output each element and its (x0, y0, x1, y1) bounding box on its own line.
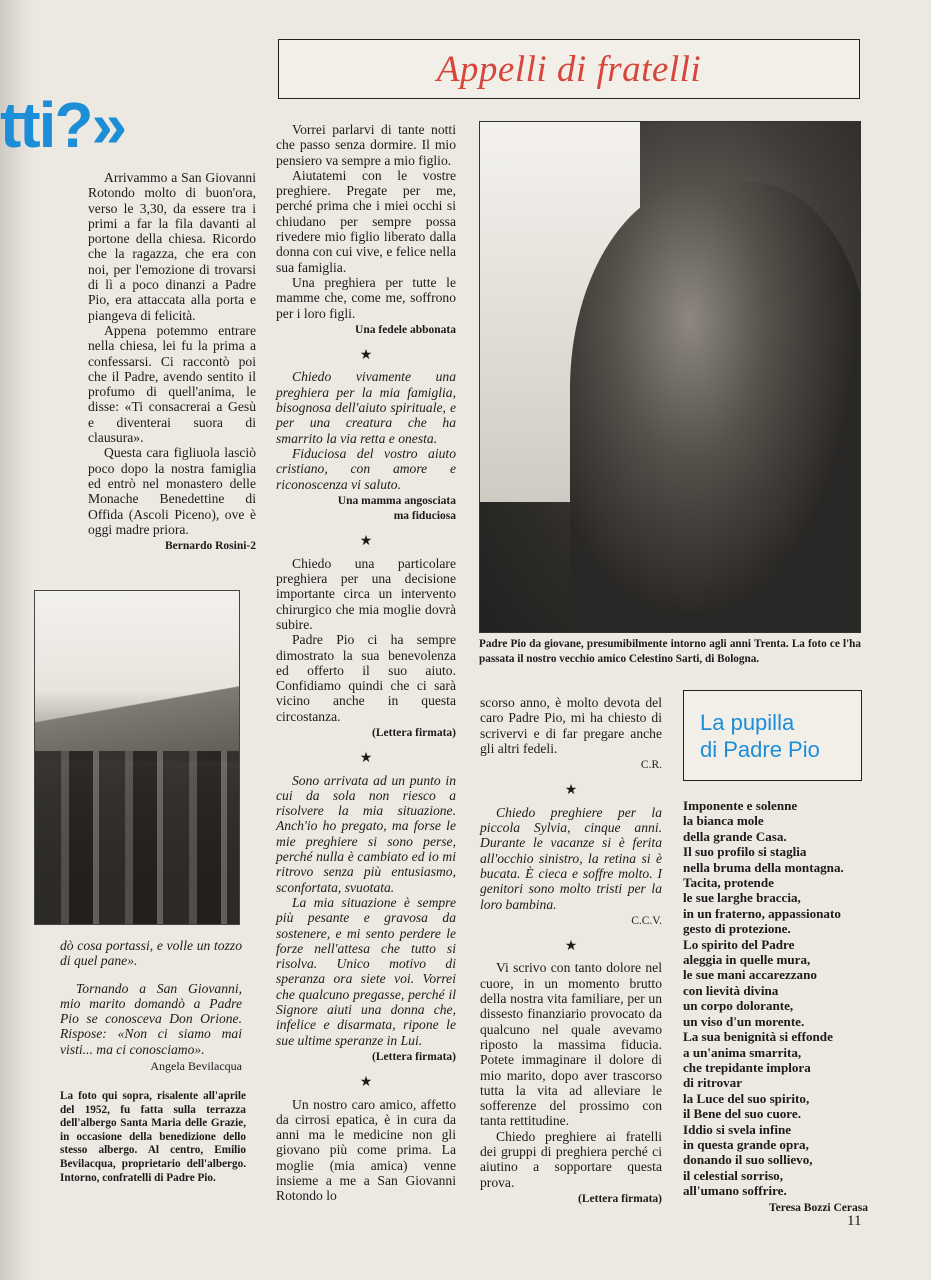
poem-line: il Bene del suo cuore. (683, 1106, 801, 1122)
paragraph: Sono arrivata ad un punto in cui da sola non riesco a risolvere la mia situazione. Anch'io ho pregato, ma forse le mie preghiere si sono perse, perché nulla è cambiato ed io mi ritrovo senza più entusiasmo, sconfortata, svuotata. (276, 772, 456, 895)
paragraph: Fiduciosa del vostro aiuto cristiano, con amore e riconoscenza vi saluto. (276, 445, 456, 492)
poem-line: Tacita, protende (683, 875, 774, 891)
poem-line: donando il suo sollievo, (683, 1152, 813, 1168)
paragraph: Vi scrivo con tanto dolore nel cuore, in un momento brutto della nostra vita familiare, per un dissesto finanziario provocato da qualcuno nel quale avevamo riposto la massima fiducia. Potete immaginare il dolore di mio marito, dopo aver trascorso tutta la vita ad alleviare le sofferenze del prossimo con tanta rettitudine. (480, 960, 662, 1129)
paragraph: Chiedo preghiere ai fratelli dei gruppi di preghiera perché ci aiutino a sopportare questa prova. (480, 1128, 662, 1190)
photo-figure (570, 182, 861, 633)
signature: C.C.V. (631, 914, 662, 927)
poem (683, 798, 868, 1216)
poem-line: La sua benignità si effonde (683, 1029, 833, 1045)
poem-line: a un'anima smarrita, (683, 1044, 802, 1060)
poem-line: Iddio si svela infine (683, 1121, 792, 1137)
poem-line: nella bruma della montagna. (683, 859, 844, 875)
signature: ma fiduciosa (393, 510, 456, 523)
poem-title-line: di Padre Pio (700, 736, 820, 762)
poem-line: Imponente e solenne (683, 798, 798, 813)
poem-line: con lievità divina (683, 982, 779, 998)
paragraph: Questa cara figliuola lasciò poco dopo la nostra famiglia ed entrò nel monastero delle Monache Benedettine di Offida (Ascoli Piceno), ove è oggi madre priora. (88, 445, 256, 537)
padre-pio-portrait-photo (479, 121, 861, 633)
poem-line: in un fraterno, appassionato (683, 905, 841, 921)
paragraph: Un nostro caro amico, affetto da cirrosi epatica, è in cura da anni ma le medicine non gli giovano più come prima. La moglie (mia amica) venne insieme a me a San Giovanni Rotondo lo (276, 1096, 456, 1204)
poem-line: di ritrovar (683, 1075, 743, 1091)
poem-line: Lo spirito del Padre (683, 936, 795, 952)
paragraph: Una preghiera per tutte le mamme che, come me, soffrono per i loro figli. (276, 274, 456, 321)
paragraph: scorso anno, è molto devota del caro Padre Pio, mi ha chiesto di scrivervi e di far pregare anche gli altri fedeli. (480, 695, 662, 756)
paragraph: Arrivammo a San Giovanni Rotondo molto di buon'ora, verso le 3,30, da essere tra i primi a far la fila davanti al portone della chiesa. Ricordo che la ragazza, che era con noi, per l'emozione di trovarsi di lì a poco dinanzi a Padre Pio, era attaccata alla porta e piangeva di felicità. (88, 170, 256, 323)
signature: Angela Bevilacqua (150, 1059, 242, 1074)
signature: Una mamma angosciata (337, 494, 456, 507)
caption-text: La foto qui sopra, risalente all'aprile del 1952, fu fatta sulla terrazza dell'albergo Santa Maria delle Grazie, in occasione della benedizione dello stesso albergo. Al centro, Emilio Bevilacqua, proprietario dell'albergo. Intorno, confratelli di Padre Pio. (60, 1090, 246, 1184)
poem-line: un viso d'un morente. (683, 1013, 805, 1029)
column-3-letters (480, 695, 662, 1207)
poem-title-line: La pupilla (700, 709, 795, 735)
paragraph: Chiedo vivamente una preghiera per la mia famiglia, bisognosa dell'aiuto spirituale, e per una creatura che ha smarrito la via retta e onesta. (276, 369, 456, 446)
poem-title-box (683, 690, 862, 781)
signature: C.R. (640, 759, 662, 772)
poem-line: la bianca mole (683, 813, 764, 829)
previous-article-headline: tti?» (0, 89, 126, 161)
poem-line: la Luce del suo spirito, (683, 1090, 810, 1106)
page-number: 11 (847, 1213, 862, 1229)
poem-line: un corpo dolorante, (683, 998, 794, 1014)
photo-background-hills (35, 681, 240, 761)
paragraph: dò cosa portassi, e volle un tozzo di quel pane». (60, 938, 242, 969)
photo-group-figures (35, 751, 240, 925)
portrait-caption: Padre Pio da giovane, presumibilmente intorno agli anni Trenta. La foto ce l'ha passata il nostro vecchio amico Celestino Sarti, di Bologna. (479, 638, 861, 665)
signature: (Lettera firmata) (578, 1192, 662, 1205)
star-separator-icon: ★ (564, 783, 578, 799)
signature: Bernardo Rosini-2 (164, 540, 256, 553)
poem-line: aleggia in quelle mura, (683, 952, 811, 968)
poem-signature: Teresa Bozzi Cerasa (768, 1201, 868, 1214)
signature: (Lettera firmata) (372, 1050, 456, 1063)
page-gutter-edge (0, 0, 34, 1280)
paragraph: Chiedo preghiere per la piccola Sylvia, cinque anni. Durante le vacanze si è ferita all'occhio sinistro, la retina si è bucata. È cieca e soffre molto. I genitori sono molto tristi per la loro bambina. (480, 804, 662, 912)
section-title-box (278, 39, 860, 99)
paragraph: Aiutatemi con le vostre preghiere. Pregate per me, perché prima che i miei occhi si chiudano per sempre possa rivedere mio figlio liberato dalla donna con cui vive, e felice nella sua famiglia. (276, 167, 456, 275)
poem-line: all'umano soffrire. (683, 1183, 787, 1199)
group-photo-caption (60, 1090, 246, 1185)
star-separator-icon: ★ (359, 534, 373, 550)
poem-line: le sue larghe braccia, (683, 890, 801, 906)
paragraph: Appena potemmo entrare nella chiesa, lei fu la prima a confessarsi. Ci raccontò poi che il Padre, avendo sentito il profumo di quell'anima, le disse: «Ti consacrerai a Gesù e diventerai suora di clausura». (88, 322, 256, 446)
paragraph: Chiedo una particolare preghiera per una decisione importante circa un intervento chirurgico che mia moglie dovrà subire. (276, 555, 456, 632)
star-separator-icon: ★ (564, 939, 578, 955)
star-separator-icon: ★ (359, 751, 373, 767)
poem-line: Il suo profilo si staglia (683, 844, 807, 860)
paragraph: Padre Pio ci ha sempre dimostrato la sua benevolenza ed offerto il suo aiuto. Confidiamo quindi che ci sarà vicino anche in questa circostanza. (276, 632, 456, 724)
signature: Una fedele abbonata (355, 323, 456, 336)
paragraph: La mia situazione è sempre più pesante e gravosa da sostenere, e mi sento perdere le forze nell'attesa che tutto si risolva. Unico motivo di speranza ora siete voi. Vorrei che qualcuno pregasse, perché il Signore aiuti una donna che, infelice e disarmata, ripone le sue ultime speranze in Lui. (276, 894, 456, 1048)
star-separator-icon: ★ (359, 348, 373, 364)
poem-line: il celestial sorriso, (683, 1167, 783, 1183)
signature: (Lettera firmata) (372, 726, 456, 739)
paragraph: Vorrei parlarvi di tante notti che passo senza dormire. Il mio pensiero va sempre a mio figlio. (276, 122, 456, 168)
column-1-bottom (60, 938, 242, 1074)
column-2-letters (276, 122, 456, 1204)
poem-line: che trepidante implora (683, 1059, 811, 1075)
section-title: Appelli di fratelli (436, 48, 702, 90)
star-separator-icon: ★ (359, 1075, 373, 1091)
poem-line: le sue mani accarezzano (683, 967, 817, 983)
poem-line: gesto di protezione. (683, 921, 791, 937)
poem-line: della grande Casa. (683, 828, 787, 844)
column-1-article (88, 170, 256, 554)
group-photo (34, 590, 240, 925)
poem-line: in questa grande opra, (683, 1136, 809, 1152)
paragraph: Tornando a San Giovanni, mio marito domandò a Padre Pio se conosceva Don Orione. Rispose: «Non ci siamo mai visti... ma ci conosciamo». (60, 980, 242, 1057)
